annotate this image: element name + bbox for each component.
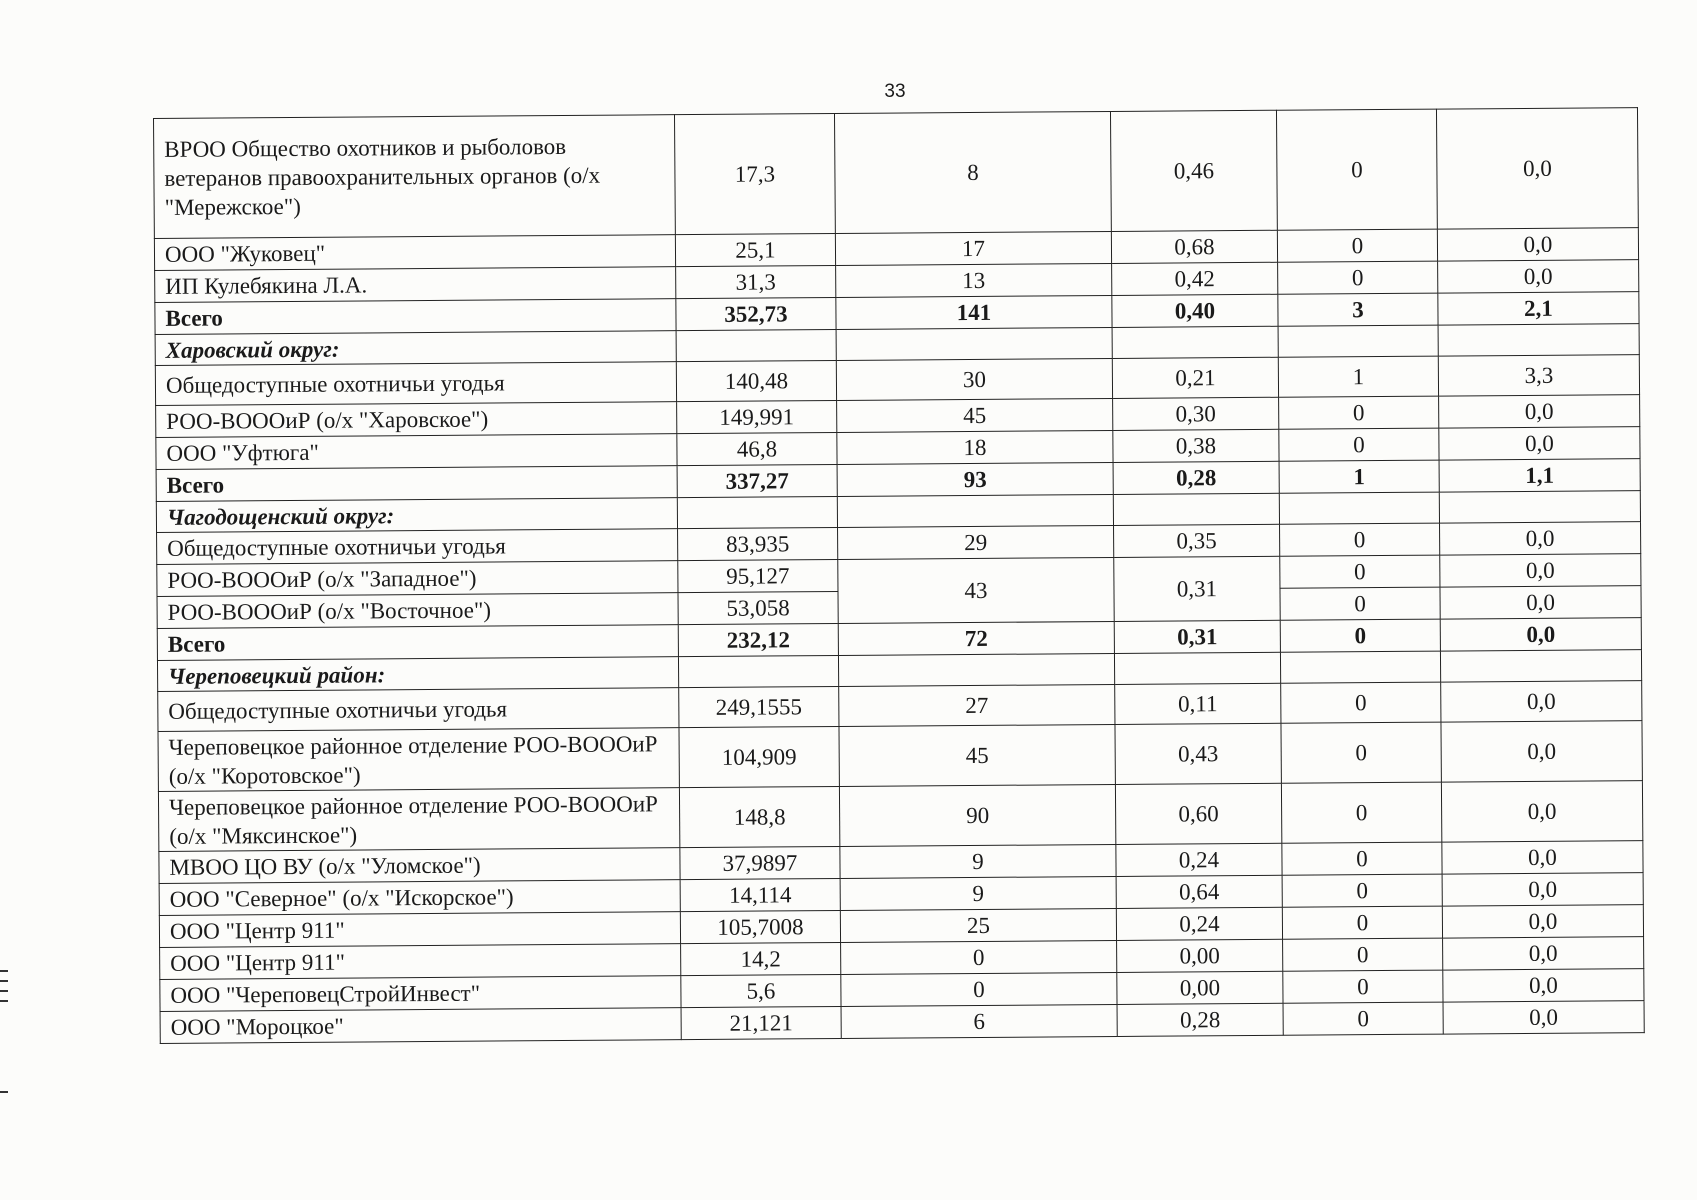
- empty-cell: [1439, 491, 1640, 523]
- value-cell-c1: 5,6: [681, 974, 841, 1007]
- margin-mark: [0, 990, 8, 992]
- value-cell-c4: 0: [1279, 428, 1439, 461]
- value-cell-c4: 0: [1280, 555, 1440, 588]
- value-cell-c5: 0,0: [1437, 228, 1638, 261]
- value-cell-c1: 25,1: [675, 234, 835, 267]
- row-name-cell: ООО "ЧереповецСтройИнвест": [160, 976, 681, 1012]
- value-cell-c4: 0: [1276, 109, 1437, 230]
- row-name-cell: Всего: [155, 299, 676, 335]
- value-cell-c2: 27: [839, 684, 1115, 726]
- value-cell-c2: 9: [840, 876, 1116, 910]
- value-cell-c5: 0,0: [1439, 427, 1640, 460]
- row-name-cell: ООО "Уфтюга": [156, 434, 677, 470]
- value-cell-c5: 1,1: [1439, 459, 1640, 492]
- value-cell-c5: 0,0: [1442, 841, 1643, 874]
- empty-cell: [677, 496, 837, 528]
- row-name-cell: РОО-ВОООиР (о/х "Харовское"): [156, 402, 677, 438]
- value-cell-c4: 0: [1280, 587, 1440, 620]
- value-cell-c2: 13: [836, 263, 1112, 297]
- value-cell-c4: 0: [1282, 874, 1442, 907]
- value-cell-c2: 17: [835, 231, 1111, 265]
- value-cell-c5: 0,0: [1443, 937, 1644, 970]
- value-cell-c3: 0,40: [1112, 294, 1278, 327]
- row-name-cell: ООО "Жуковец": [154, 235, 675, 271]
- value-cell-c1: 53,058: [678, 591, 838, 624]
- value-cell-c2: 6: [841, 1004, 1117, 1038]
- value-cell-c3: 0,28: [1113, 461, 1279, 494]
- table-row: [158, 721, 1642, 792]
- margin-mark: [0, 1091, 8, 1093]
- value-cell-c2: 93: [837, 462, 1113, 496]
- value-cell-c1: 21,121: [681, 1006, 841, 1039]
- value-cell-c2: 9: [840, 844, 1116, 878]
- row-name-cell: Общедоступные охотничьи угодья: [157, 529, 678, 565]
- value-cell-c5: 0,0: [1440, 618, 1641, 651]
- empty-cell: [1114, 652, 1280, 684]
- hunting-grounds-table: [153, 107, 1645, 1044]
- value-cell-c5: 2,1: [1438, 292, 1639, 325]
- value-cell-c1: 337,27: [677, 464, 837, 497]
- value-cell-c2: 90: [839, 784, 1115, 846]
- value-cell-c5: 0,0: [1436, 108, 1638, 229]
- value-cell-c1: 140,48: [676, 360, 836, 401]
- row-name-cell: Череповецкий район:: [157, 657, 678, 692]
- value-cell-c5: 0,0: [1441, 681, 1642, 722]
- value-cell-c1: 148,8: [679, 786, 839, 847]
- value-cell-c4: 0: [1282, 906, 1442, 939]
- value-cell-c2: 25: [840, 908, 1116, 942]
- value-cell-c2: 18: [837, 430, 1113, 464]
- value-cell-c3: 0,24: [1116, 843, 1282, 876]
- empty-cell: [678, 655, 838, 687]
- value-cell-c2: 45: [837, 398, 1113, 432]
- value-cell-c5: 0,0: [1441, 721, 1642, 782]
- value-cell-c1: 83,935: [678, 527, 838, 560]
- value-cell-c5: 0,0: [1440, 586, 1641, 619]
- value-cell-c1: 46,8: [677, 432, 837, 465]
- value-cell-c1: 37,9897: [680, 846, 840, 879]
- margin-mark: [0, 970, 8, 972]
- value-cell-c2: 141: [836, 295, 1112, 329]
- row-name-cell: Общедоступные охотничьи угодья: [155, 362, 676, 406]
- row-name-cell: ВРОО Общество охотников и рыболовов ветеранов правоохранительных органов (о/х "Мережское"): [154, 115, 676, 239]
- value-cell-c4: 0: [1281, 682, 1441, 723]
- empty-cell: [1112, 326, 1278, 358]
- margin-mark: [0, 1000, 8, 1002]
- row-name-cell: МВОО ЦО ВУ (о/х "Уломское"): [159, 848, 680, 884]
- value-cell-c4: 1: [1278, 356, 1438, 397]
- value-cell-c3: 0,21: [1112, 357, 1278, 398]
- value-cell-c2: 45: [839, 724, 1115, 786]
- value-cell-c3: 0,42: [1112, 262, 1278, 295]
- value-cell-c1: 95,127: [678, 559, 838, 592]
- empty-cell: [837, 494, 1113, 527]
- value-cell-c1: 249,1555: [679, 686, 839, 727]
- value-cell-c3: 0,43: [1115, 723, 1281, 784]
- value-cell-c5: 0,0: [1440, 554, 1641, 587]
- table-body: [154, 108, 1645, 1044]
- value-cell-c3: 0,64: [1116, 875, 1282, 908]
- value-cell-c4: 0: [1280, 523, 1440, 556]
- value-cell-c5: 0,0: [1440, 522, 1641, 555]
- row-name-cell: ООО "Северное" (о/х "Искорское"): [159, 880, 680, 916]
- row-name-cell: ООО "Центр 911": [159, 912, 680, 948]
- value-cell-c3: 0,38: [1113, 429, 1279, 462]
- value-cell-c2: 29: [838, 525, 1114, 559]
- value-cell-c5: 0,0: [1443, 969, 1644, 1002]
- row-name-cell: ООО "Центр 911": [160, 944, 681, 980]
- value-cell-c3: 0,60: [1115, 783, 1281, 844]
- page-number: 33: [884, 81, 906, 102]
- value-cell-c5: 0,0: [1442, 873, 1643, 906]
- value-cell-c2: 72: [838, 621, 1114, 655]
- value-cell-c3: 0,28: [1117, 1003, 1283, 1036]
- row-name-cell: Чагодощенский округ:: [156, 498, 677, 533]
- value-cell-c3: 0,24: [1116, 907, 1282, 940]
- value-cell-c3: 0,00: [1117, 971, 1283, 1004]
- value-cell-c4: 0: [1278, 261, 1438, 294]
- row-name-cell: Череповецкое районное отделение РОО-ВОООиР (о/х "Мяксинское"): [158, 788, 679, 852]
- value-cell-c3: 0,11: [1115, 683, 1281, 724]
- value-cell-c4: 0: [1277, 229, 1437, 262]
- value-cell-c4: 0: [1279, 396, 1439, 429]
- empty-cell: [1438, 324, 1639, 356]
- row-name-cell: РОО-ВОООиР (о/х "Западное"): [157, 561, 678, 597]
- value-cell-c2: 30: [836, 358, 1112, 400]
- value-cell-c5: 3,3: [1438, 355, 1639, 396]
- row-name-cell: Всего: [156, 466, 677, 502]
- value-cell-c4: 0: [1281, 722, 1441, 783]
- value-cell-c4: 0: [1282, 842, 1442, 875]
- value-cell-c4: 0: [1283, 1002, 1443, 1035]
- empty-cell: [1280, 651, 1440, 683]
- value-cell-c3: 0,31: [1114, 556, 1280, 621]
- table-row: [154, 108, 1639, 239]
- value-cell-c1: 17,3: [674, 114, 835, 235]
- value-cell-c1: 105,7008: [680, 910, 840, 943]
- value-cell-c5: 0,0: [1438, 260, 1639, 293]
- value-cell-c1: 352,73: [676, 297, 836, 330]
- row-name-cell: РОО-ВОООиР (о/х "Восточное"): [157, 593, 678, 629]
- row-name-cell: ИП Кулебякина Л.А.: [155, 267, 676, 303]
- value-cell-c5: 0,0: [1442, 905, 1643, 938]
- value-cell-c1: 14,114: [680, 878, 840, 911]
- value-cell-c2: 0: [841, 972, 1117, 1006]
- value-cell-c3: 0,30: [1113, 397, 1279, 430]
- value-cell-c3: 0,68: [1111, 230, 1277, 263]
- value-cell-c2: 8: [834, 111, 1111, 233]
- value-cell-c4: 1: [1279, 460, 1439, 493]
- value-cell-c1: 14,2: [681, 942, 841, 975]
- row-name-cell: Харовский округ:: [155, 331, 676, 366]
- value-cell-c4: 0: [1280, 619, 1440, 652]
- value-cell-c3: 0,35: [1114, 524, 1280, 557]
- empty-cell: [836, 327, 1112, 360]
- value-cell-c3: 0,00: [1117, 939, 1283, 972]
- row-name-cell: Всего: [157, 625, 678, 661]
- value-cell-c1: 31,3: [676, 266, 836, 299]
- value-cell-c1: 104,909: [679, 726, 839, 787]
- value-cell-c5: 0,0: [1443, 1001, 1644, 1034]
- value-cell-c4: 0: [1283, 970, 1443, 1003]
- row-name-cell: Общедоступные охотничьи угодья: [158, 688, 679, 732]
- value-cell-c1: 149,991: [677, 400, 837, 433]
- value-cell-c3: 0,46: [1110, 110, 1277, 231]
- value-cell-c5: 0,0: [1439, 395, 1640, 428]
- empty-cell: [838, 653, 1114, 686]
- row-name-cell: Череповецкое районное отделение РОО-ВОООиР (о/х "Коротовское"): [158, 728, 679, 792]
- margin-mark: [0, 980, 8, 982]
- value-cell-c5: 0,0: [1441, 781, 1642, 842]
- empty-cell: [676, 329, 836, 361]
- value-cell-c4: 0: [1283, 938, 1443, 971]
- value-cell-c2: 43: [838, 557, 1114, 623]
- value-cell-c4: 3: [1278, 293, 1438, 326]
- empty-cell: [1440, 650, 1641, 682]
- value-cell-c3: 0,31: [1114, 620, 1280, 653]
- value-cell-c1: 232,12: [678, 623, 838, 656]
- value-cell-c2: 0: [841, 940, 1117, 974]
- value-cell-c4: 0: [1281, 782, 1441, 843]
- empty-cell: [1113, 493, 1279, 525]
- table-row: [158, 781, 1642, 852]
- empty-cell: [1279, 492, 1439, 524]
- row-name-cell: ООО "Мороцкое": [160, 1008, 681, 1044]
- empty-cell: [1278, 325, 1438, 357]
